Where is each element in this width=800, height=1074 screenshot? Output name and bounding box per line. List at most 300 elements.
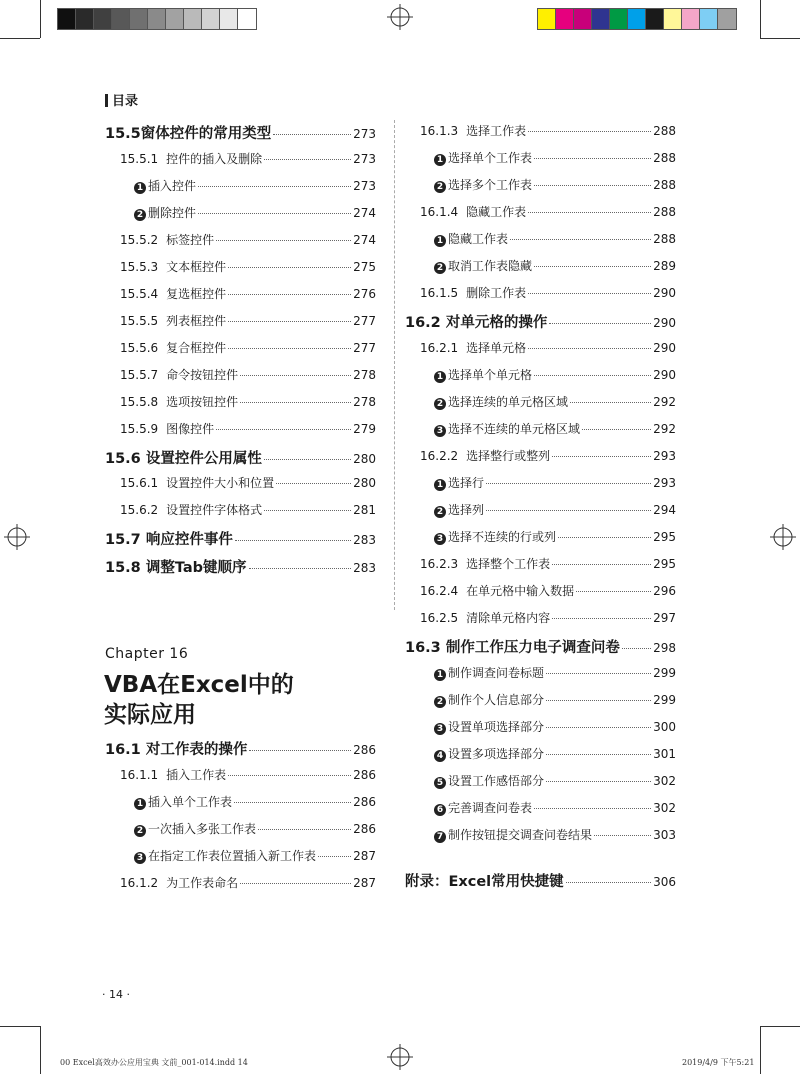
toc-item[interactable] xyxy=(434,420,676,438)
number-badge-icon: 3 xyxy=(434,723,446,735)
page-ref: 306 xyxy=(653,875,676,889)
page-ref: 274 xyxy=(353,206,376,220)
entry-title xyxy=(420,122,526,139)
entry-title xyxy=(120,231,214,248)
entry-title xyxy=(434,257,532,274)
number-badge-icon: 2 xyxy=(434,181,446,193)
number-badge-icon: 2 xyxy=(134,825,146,837)
swatch xyxy=(628,9,646,29)
entry-title: 选择不连续的行或列 xyxy=(448,530,557,544)
section-number: 16.1.5 xyxy=(420,286,459,300)
swatch xyxy=(220,9,238,29)
entry-title xyxy=(120,150,262,167)
crop-mark xyxy=(760,38,800,39)
toc-item[interactable] xyxy=(434,772,676,790)
entry-title: 插入控件 xyxy=(148,179,197,193)
toc-item[interactable] xyxy=(434,474,676,492)
page-ref: 290 xyxy=(653,316,676,330)
toc-entry-15-5-7[interactable] xyxy=(120,366,376,384)
entry-title: 15.6 设置控件公用属性 xyxy=(105,451,262,467)
entry-title xyxy=(134,177,196,194)
toc-entry-15-8[interactable] xyxy=(105,556,376,578)
toc-item[interactable] xyxy=(434,149,676,167)
entry-title xyxy=(434,772,544,789)
dot-leader xyxy=(216,240,351,241)
toc-item[interactable] xyxy=(434,176,676,194)
crop-mark xyxy=(40,0,41,38)
swatch xyxy=(76,9,94,29)
entry-title xyxy=(134,820,256,837)
dot-leader xyxy=(549,323,651,324)
toc-entry-16-2-2[interactable] xyxy=(420,447,676,465)
crop-mark xyxy=(0,1026,40,1027)
page-ref: 301 xyxy=(653,747,676,761)
number-badge-icon: 1 xyxy=(134,182,146,194)
number-badge-icon: 7 xyxy=(434,831,446,843)
section-number: 15.6.2 xyxy=(120,503,159,517)
page-ref: 303 xyxy=(653,828,676,842)
entry-title: 选项按钮控件 xyxy=(166,395,239,409)
toc-item[interactable] xyxy=(434,664,676,682)
dot-leader xyxy=(546,700,651,701)
color-calibration-bar xyxy=(537,8,737,30)
entry-title: 16.2 对单元格的操作 xyxy=(405,315,548,331)
entry-title xyxy=(420,609,550,626)
entry-title: 删除控件 xyxy=(148,206,197,220)
entry-title xyxy=(434,420,580,437)
gray-calibration-bar xyxy=(57,8,257,30)
number-badge-icon: 2 xyxy=(434,398,446,410)
section-number: 16.2.2 xyxy=(420,449,459,463)
dot-leader xyxy=(198,213,351,214)
dot-leader xyxy=(264,510,351,511)
entry-title: 标签控件 xyxy=(166,233,215,247)
number-badge-icon: 3 xyxy=(134,852,146,864)
number-badge-icon: 1 xyxy=(134,798,146,810)
toc-entry-15-5-1[interactable] xyxy=(120,150,376,168)
number-badge-icon: 1 xyxy=(434,235,446,247)
swatch xyxy=(646,9,664,29)
dot-leader xyxy=(240,883,351,884)
entry-title: 设置控件字体格式 xyxy=(166,503,263,517)
crop-mark xyxy=(40,1026,41,1074)
number-badge-icon: 2 xyxy=(434,262,446,274)
dot-leader xyxy=(546,781,651,782)
section-number: 15.5.8 xyxy=(120,395,159,409)
dot-leader xyxy=(234,802,351,803)
entry-title: 隐藏工作表 xyxy=(448,232,509,246)
swatch xyxy=(664,9,682,29)
entry-title: 图像控件 xyxy=(166,422,215,436)
entry-title: 命令按钮控件 xyxy=(166,368,239,382)
toc-entry-16-2-3[interactable] xyxy=(420,555,676,573)
toc-entry-appendix[interactable] xyxy=(405,870,676,892)
entry-title: 选择连续的单元格区域 xyxy=(448,395,569,409)
dot-leader xyxy=(486,483,651,484)
entry-title xyxy=(420,284,526,301)
number-badge-icon: 2 xyxy=(134,209,146,221)
entry-title xyxy=(434,528,556,545)
dot-leader xyxy=(240,375,351,376)
toc-entry-15-6-2[interactable] xyxy=(120,501,376,519)
entry-title xyxy=(434,745,544,762)
page-ref: 292 xyxy=(653,395,676,409)
toc-item[interactable] xyxy=(134,847,376,865)
number-badge-icon: 1 xyxy=(434,479,446,491)
entry-title: 制作按钮提交调查问卷结果 xyxy=(448,828,593,842)
entry-title xyxy=(134,204,196,221)
swatch xyxy=(238,9,256,29)
dot-leader xyxy=(528,293,651,294)
entry-title: 一次插入多张工作表 xyxy=(148,822,257,836)
entry-title: 删除工作表 xyxy=(466,286,527,300)
registration-mark-icon xyxy=(387,1044,413,1070)
page-ref: 299 xyxy=(653,693,676,707)
entry-title: 选择多个工作表 xyxy=(448,178,533,192)
toc-entry-15-5-6[interactable] xyxy=(120,339,376,357)
entry-title xyxy=(434,826,592,843)
number-badge-icon: 2 xyxy=(434,696,446,708)
entry-title: 15.5窗体控件的常用类型 xyxy=(105,126,272,142)
toc-item[interactable] xyxy=(134,177,376,195)
entry-title xyxy=(134,847,316,864)
entry-title: 选择整行或整列 xyxy=(466,449,551,463)
dot-leader xyxy=(528,131,651,132)
section-number: 15.5.5 xyxy=(120,314,159,328)
swatch xyxy=(538,9,556,29)
dot-leader xyxy=(622,648,651,649)
toc-entry-16-1-5[interactable] xyxy=(420,284,676,302)
page-ref: 295 xyxy=(653,530,676,544)
swatch xyxy=(148,9,166,29)
toc-entry-15-5-9[interactable] xyxy=(120,420,376,438)
entry-title xyxy=(120,285,226,302)
entry-title: 选择整个工作表 xyxy=(466,557,551,571)
entry-title xyxy=(420,203,526,220)
toc-item[interactable] xyxy=(434,230,676,248)
entry-title: 选择单元格 xyxy=(466,341,527,355)
toc-item[interactable] xyxy=(434,528,676,546)
section-number: 16.1.3 xyxy=(420,124,459,138)
number-badge-icon: 3 xyxy=(434,533,446,545)
page-ref: 289 xyxy=(653,259,676,273)
footer-file-name: 00 Excel高效办公应用宝典 文前_001-014.indd 14 xyxy=(60,1058,248,1067)
page-ref: 296 xyxy=(653,584,676,598)
page-ref: 299 xyxy=(653,666,676,680)
toc-entry-15-5-3[interactable] xyxy=(120,258,376,276)
entry-title xyxy=(120,874,238,891)
number-badge-icon: 6 xyxy=(434,804,446,816)
toc-entry-15-5-2[interactable] xyxy=(120,231,376,249)
page-ref: 280 xyxy=(353,476,376,490)
page-ref: 273 xyxy=(353,179,376,193)
page-ref: 286 xyxy=(353,822,376,836)
toc-item[interactable] xyxy=(434,691,676,709)
dot-leader xyxy=(216,429,351,430)
dot-leader xyxy=(552,564,651,565)
entry-title: 复选框控件 xyxy=(166,287,227,301)
page-ref: 288 xyxy=(653,124,676,138)
chapter-label: Chapter 16 xyxy=(105,646,189,662)
dot-leader xyxy=(528,348,651,349)
toc-item[interactable] xyxy=(434,501,676,519)
section-number: 16.1.2 xyxy=(120,876,159,890)
swatch xyxy=(556,9,574,29)
dot-leader xyxy=(228,775,351,776)
page-ref: 293 xyxy=(653,476,676,490)
toc-entry-16-1[interactable] xyxy=(105,738,376,760)
toc-item[interactable] xyxy=(434,799,676,817)
swatch xyxy=(166,9,184,29)
swatch xyxy=(94,9,112,29)
page-ref: 294 xyxy=(653,503,676,517)
page-ref: 281 xyxy=(353,503,376,517)
crop-mark xyxy=(760,0,761,38)
entry-title: 设置工作感悟部分 xyxy=(448,774,545,788)
toc-entry-15-5-8[interactable] xyxy=(120,393,376,411)
dot-leader xyxy=(228,267,351,268)
page-ref: 273 xyxy=(353,152,376,166)
entry-title: 制作个人信息部分 xyxy=(448,693,545,707)
entry-title xyxy=(120,258,226,275)
toc-entry-15-6-1[interactable] xyxy=(120,474,376,492)
entry-title: 清除单元格内容 xyxy=(466,611,551,625)
page-ref: 297 xyxy=(653,611,676,625)
swatch xyxy=(184,9,202,29)
number-badge-icon: 4 xyxy=(434,750,446,762)
toc-item[interactable] xyxy=(134,820,376,838)
toc-entry-16-2-1[interactable] xyxy=(420,339,676,357)
section-number: 15.5.9 xyxy=(120,422,159,436)
entry-title xyxy=(120,501,262,518)
entry-title: 16.3 制作工作压力电子调查问卷 xyxy=(405,640,620,656)
entry-title xyxy=(434,664,544,681)
swatch xyxy=(700,9,718,29)
section-number: 15.5.7 xyxy=(120,368,159,382)
entry-title: 16.1 对工作表的操作 xyxy=(105,742,248,758)
entry-title: 取消工作表隐藏 xyxy=(448,259,533,273)
page-ref: 278 xyxy=(353,368,376,382)
page-ref: 283 xyxy=(353,561,376,575)
page-ref: 286 xyxy=(353,743,376,757)
entry-title xyxy=(120,474,274,491)
entry-title xyxy=(120,312,226,329)
swatch xyxy=(718,9,736,29)
page-ref: 295 xyxy=(653,557,676,571)
toc-entry-15-5[interactable] xyxy=(105,122,376,144)
page-ref: 283 xyxy=(353,533,376,547)
section-number: 15.6.1 xyxy=(120,476,159,490)
toc-item[interactable] xyxy=(434,257,676,275)
entry-title: 文本框控件 xyxy=(166,260,227,274)
dot-leader xyxy=(534,158,651,159)
dot-leader xyxy=(546,754,651,755)
dot-leader xyxy=(534,266,651,267)
page-ref: 288 xyxy=(653,205,676,219)
toc-entry-15-5-5[interactable] xyxy=(120,312,376,330)
swatch xyxy=(202,9,220,29)
registration-mark-icon xyxy=(4,524,30,550)
section-number: 15.5.1 xyxy=(120,152,159,166)
entry-title: 选择工作表 xyxy=(466,124,527,138)
page-ref: 277 xyxy=(353,341,376,355)
dot-leader xyxy=(534,185,651,186)
section-number: 16.1.4 xyxy=(420,205,459,219)
toc-entry-16-2-4[interactable] xyxy=(420,582,676,600)
dot-leader xyxy=(528,212,651,213)
dot-leader xyxy=(534,375,651,376)
crop-mark xyxy=(0,38,40,39)
swatch xyxy=(130,9,148,29)
entry-title xyxy=(434,176,532,193)
toc-entry-16-2[interactable] xyxy=(405,311,676,333)
section-number: 16.1.1 xyxy=(120,768,159,782)
page-ref: 300 xyxy=(653,720,676,734)
entry-title xyxy=(420,582,574,599)
number-badge-icon: 1 xyxy=(434,154,446,166)
entry-title xyxy=(434,230,508,247)
toc-item[interactable] xyxy=(134,793,376,811)
dot-leader xyxy=(235,540,351,541)
dot-leader xyxy=(228,321,351,322)
running-header xyxy=(105,90,138,109)
page-ref: 276 xyxy=(353,287,376,301)
dot-leader xyxy=(510,239,651,240)
number-badge-icon: 1 xyxy=(434,669,446,681)
entry-title: 选择单个单元格 xyxy=(448,368,533,382)
dot-leader xyxy=(228,348,351,349)
swatch xyxy=(112,9,130,29)
toc-entry-16-1-1[interactable] xyxy=(120,766,376,784)
toc-item[interactable] xyxy=(434,745,676,763)
registration-mark-icon xyxy=(770,524,796,550)
number-badge-icon: 5 xyxy=(434,777,446,789)
entry-title xyxy=(420,447,550,464)
toc-item[interactable] xyxy=(434,718,676,736)
page-ref: 302 xyxy=(653,774,676,788)
entry-title: 选择单个工作表 xyxy=(448,151,533,165)
entry-title: 15.8 调整Tab键顺序 xyxy=(105,560,247,576)
entry-title xyxy=(434,501,484,518)
entry-title xyxy=(434,691,544,708)
toc-entry-15-7[interactable] xyxy=(105,528,376,550)
entry-title: 选择列 xyxy=(448,503,485,517)
section-number: 15.5.3 xyxy=(120,260,159,274)
page-ref: 302 xyxy=(653,801,676,815)
page-ref: 288 xyxy=(653,232,676,246)
page-ref: 278 xyxy=(353,395,376,409)
entry-title xyxy=(434,474,484,491)
section-number: 15.5.4 xyxy=(120,287,159,301)
toc-entry-16-1-2[interactable] xyxy=(120,874,376,892)
entry-title xyxy=(434,799,532,816)
toc-entry-16-2-5[interactable] xyxy=(420,609,676,627)
entry-title xyxy=(134,793,232,810)
page-ref: 286 xyxy=(353,795,376,809)
page-ref: 287 xyxy=(353,849,376,863)
dot-leader xyxy=(566,882,651,883)
dot-leader xyxy=(249,750,351,751)
dot-leader xyxy=(552,456,651,457)
dot-leader xyxy=(582,429,651,430)
entry-title: 插入单个工作表 xyxy=(148,795,233,809)
dot-leader xyxy=(249,568,352,569)
entry-title xyxy=(120,393,238,410)
entry-title: 设置单项选择部分 xyxy=(448,720,545,734)
toc-item[interactable] xyxy=(134,204,376,222)
dot-leader xyxy=(240,402,351,403)
page-number: · 14 · xyxy=(102,988,130,1001)
section-number: 16.2.5 xyxy=(420,611,459,625)
entry-title: 附录：Excel常用快捷键 xyxy=(405,874,564,890)
dot-leader xyxy=(558,537,651,538)
entry-title: 15.7 响应控件事件 xyxy=(105,532,233,548)
page-ref: 279 xyxy=(353,422,376,436)
swatch xyxy=(58,9,76,29)
toc-item[interactable] xyxy=(434,826,676,844)
entry-title: 为工作表命名 xyxy=(166,876,239,890)
entry-title: 选择不连续的单元格区域 xyxy=(448,422,581,436)
page-ref: 292 xyxy=(653,422,676,436)
entry-title: 设置控件大小和位置 xyxy=(166,476,275,490)
toc-entry-15-5-4[interactable] xyxy=(120,285,376,303)
header-bar-icon xyxy=(105,94,108,107)
dot-leader xyxy=(273,134,351,135)
entry-title: 控件的插入及删除 xyxy=(166,152,263,166)
page-ref: 288 xyxy=(653,178,676,192)
chapter-title: VBA在Excel中的 实际应用 xyxy=(104,672,294,728)
entry-title: 在指定工作表位置插入新工作表 xyxy=(148,849,317,863)
dot-leader xyxy=(486,510,651,511)
entry-title xyxy=(120,420,214,437)
swatch xyxy=(610,9,628,29)
page-ref: 274 xyxy=(353,233,376,247)
entry-title: 列表框控件 xyxy=(166,314,227,328)
entry-title xyxy=(420,555,550,572)
entry-title xyxy=(434,393,568,410)
dot-leader xyxy=(264,159,351,160)
dot-leader xyxy=(594,835,651,836)
section-number: 15.5.2 xyxy=(120,233,159,247)
toc-item[interactable] xyxy=(434,366,676,384)
page-ref: 290 xyxy=(653,368,676,382)
crop-mark xyxy=(760,1026,761,1074)
entry-title: 设置多项选择部分 xyxy=(448,747,545,761)
dot-leader xyxy=(570,402,651,403)
entry-title xyxy=(120,339,226,356)
page-ref: 280 xyxy=(353,452,376,466)
entry-title xyxy=(420,339,526,356)
page-ref: 288 xyxy=(653,151,676,165)
entry-title: 选择行 xyxy=(448,476,485,490)
entry-title: 隐藏工作表 xyxy=(466,205,527,219)
toc-entry-16-1-3[interactable] xyxy=(420,122,676,140)
entry-title: 制作调查问卷标题 xyxy=(448,666,545,680)
dot-leader xyxy=(276,483,351,484)
toc-entry-16-3[interactable] xyxy=(405,636,676,658)
toc-item[interactable] xyxy=(434,393,676,411)
toc-entry-16-1-4[interactable] xyxy=(420,203,676,221)
toc-entry-15-6[interactable] xyxy=(105,447,376,469)
number-badge-icon: 1 xyxy=(434,371,446,383)
dot-leader xyxy=(228,294,351,295)
page-ref: 290 xyxy=(653,341,676,355)
dot-leader xyxy=(264,459,351,460)
page-ref: 293 xyxy=(653,449,676,463)
swatch xyxy=(574,9,592,29)
crop-mark xyxy=(760,1026,800,1027)
footer-datetime: 2019/4/9 下午5:21 xyxy=(682,1058,755,1067)
